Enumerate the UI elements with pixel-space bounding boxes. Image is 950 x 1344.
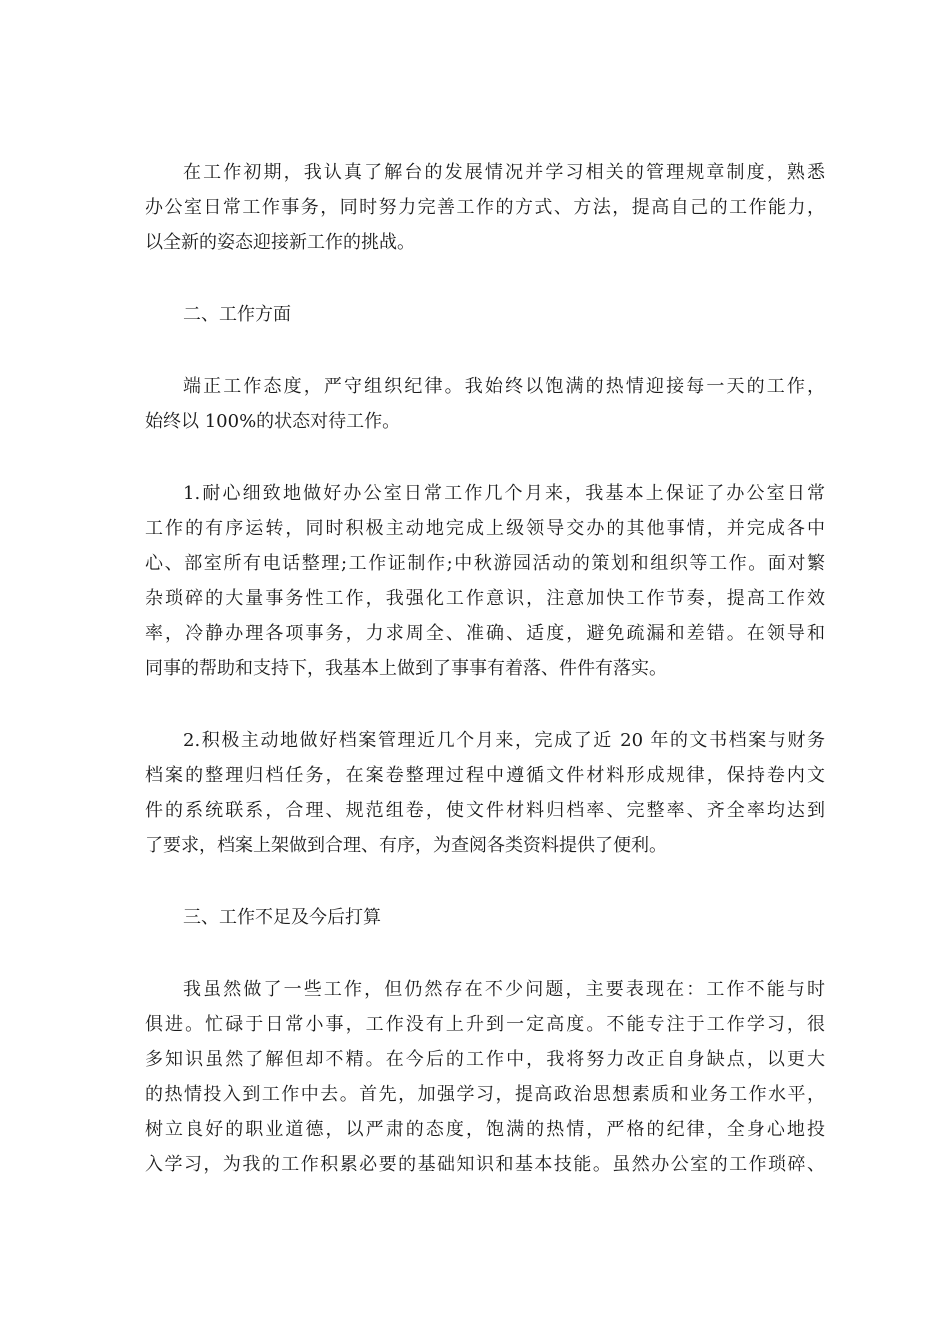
- section-heading: [145, 297, 825, 332]
- text-line: 以全新的姿态迎接新工作的挑战。: [145, 232, 415, 253]
- text-line: 工作的有序运转，同时积极主动地完成上级领导交办的其他事情，并完成各中: [145, 518, 825, 539]
- text-line: 了要求，档案上架做到合理、有序，为查阅各类资料提供了便利。: [145, 835, 667, 856]
- text-line: 1.耐心细致地做好办公室日常工作几个月来，我基本上保证了办公室日常: [183, 483, 825, 504]
- text-line: 多知识虽然了解但却不精。在今后的工作中，我将努力改正自身缺点，以更大: [145, 1049, 825, 1070]
- text-line: 率，冷静办理各项事务，力求周全、准确、适度，避免疏漏和差错。在领导和: [145, 623, 825, 644]
- body-paragraph: [145, 723, 825, 863]
- text-line: 2.积极主动地做好档案管理近几个月来，完成了近 20 年的文书档案与财务: [183, 730, 825, 751]
- body-paragraph: [145, 155, 825, 260]
- text-line: 档案的整理归档任务，在案卷整理过程中遵循文件材料形成规律，保持卷内文: [145, 765, 825, 786]
- text-line: 杂琐碎的大量事务性工作，我强化工作意识，注意加快工作节奏，提高工作效: [145, 588, 825, 609]
- body-paragraph: [145, 369, 825, 439]
- text-line: 件的系统联系，合理、规范组卷，使文件材料归档率、完整率、齐全率均达到: [145, 800, 825, 821]
- text-line: 同事的帮助和支持下，我基本上做到了事事有着落、件件有落实。: [145, 658, 667, 679]
- text-line: 三、工作不足及今后打算: [183, 907, 381, 928]
- text-line: 在工作初期，我认真了解台的发展情况并学习相关的管理规章制度，熟悉: [183, 162, 825, 183]
- body-paragraph: [145, 476, 825, 686]
- body-paragraph: [145, 972, 825, 1182]
- text-line: 始终以 100%的状态对待工作。: [145, 411, 401, 432]
- text-line: 俱进。忙碌于日常小事，工作没有上升到一定高度。不能专注于工作学习，很: [145, 1014, 825, 1035]
- text-line: 心、部室所有电话整理;工作证制作;中秋游园活动的策划和组织等工作。面对繁: [145, 553, 825, 574]
- section-heading: [145, 900, 825, 935]
- text-line: 的热情投入到工作中去。首先，加强学习，提高政治思想素质和业务工作水平，: [145, 1084, 825, 1105]
- text-line: 我虽然做了一些工作，但仍然存在不少问题，主要表现在：工作不能与时: [183, 979, 825, 1000]
- text-line: 办公室日常工作事务，同时努力完善工作的方式、方法，提高自己的工作能力，: [145, 197, 825, 218]
- text-line: 树立良好的职业道德，以严肃的态度，饱满的热情，严格的纪律，全身心地投: [145, 1119, 825, 1140]
- document-page: [145, 155, 825, 1219]
- text-line: 端正工作态度，严守组织纪律。我始终以饱满的热情迎接每一天的工作，: [183, 376, 825, 397]
- text-line: 二、工作方面: [183, 304, 291, 325]
- text-line: 入学习，为我的工作积累必要的基础知识和基本技能。虽然办公室的工作琐碎、: [145, 1154, 825, 1175]
